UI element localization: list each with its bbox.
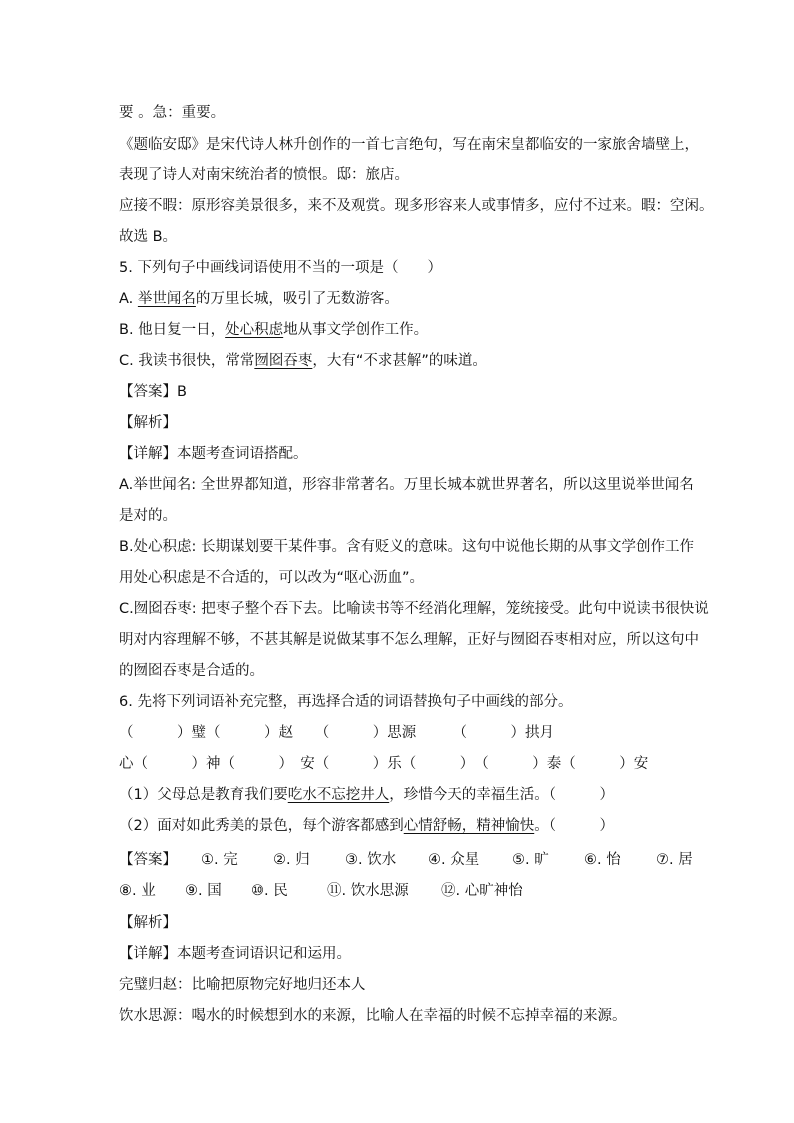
sentence-text: （2）面对如此秀美的景色，每个游客都感到 xyxy=(119,818,404,834)
underlined-phrase: 心情舒畅，精神愉快 xyxy=(403,818,535,834)
underlined-phrase: 处心积虑 xyxy=(225,322,284,338)
answer-row-1 xyxy=(119,850,693,870)
text-line: 饮水思源：喝水的时候想到水的来源，比喻人在幸福的时候不忘掉幸福的来源。 xyxy=(119,1008,627,1024)
sentence-text: 。（ ） xyxy=(534,818,614,834)
text-line: 完璧归赵：比喻把原物完好地归还本人 xyxy=(119,977,366,993)
answer-item: ③. 饮水 xyxy=(345,852,397,868)
detail-heading: 【详解】本题考查词语搭配。 xyxy=(119,446,308,462)
text-line: 故选 B。 xyxy=(119,229,178,245)
answer-item: ④. 众星 xyxy=(428,852,480,868)
answer-row-2 xyxy=(119,881,689,901)
answer-item: ⑤. 旷 xyxy=(512,852,549,868)
text-line: 是对的。 xyxy=(119,508,177,524)
question-5-option-a xyxy=(119,289,689,309)
option-text: 地从事文学创作工作。 xyxy=(283,322,429,338)
option-text: ，大有“不求甚解”的味道。 xyxy=(312,353,487,369)
question-6-row-2: 心（ ）神（ ） 安（ ）乐（ ） （ ）泰（ ）安 xyxy=(119,756,649,772)
sentence-text: （1）父母总是教育我们要 xyxy=(119,787,288,803)
underlined-phrase: 囫囵吞枣 xyxy=(254,353,313,369)
question-6-sentence-2 xyxy=(119,816,689,836)
option-label: C. 我读书很快，常常 xyxy=(119,353,255,369)
analysis-heading: 【解析】 xyxy=(119,915,177,931)
text-line: 表现了诗人对南宋统治者的愤恨。邸：旅店。 xyxy=(119,167,409,183)
underlined-phrase: 吃水不忘挖井人 xyxy=(287,787,390,803)
option-text: 的万里长城，吸引了无数游客。 xyxy=(195,291,399,307)
answer-item: ②. 归 xyxy=(273,852,310,868)
text-line: B.处心积虑: 长期谋划要干某件事。含有贬义的意味。这句中说他长期的从事文学创作工作 xyxy=(119,539,695,555)
underlined-phrase: 举世闻名 xyxy=(137,291,196,307)
analysis-heading: 【解析】 xyxy=(119,415,177,431)
answer-item: ⑥. 怡 xyxy=(584,852,621,868)
question-6-row-1: （ ）璧（ ）赵 （ ）思源 （ ）拱月 xyxy=(119,725,554,741)
answer-item: ⑧. 业 xyxy=(119,883,156,899)
question-6-sentence-1 xyxy=(119,785,689,805)
text-line: 应接不暇：原形容美景很多，来不及观赏。现多形容来人或事情多，应付不过来。暇：空闲。 xyxy=(119,198,714,214)
text-line: 《题临安邸》是宋代诗人林升创作的一首七言绝句，写在南宋皇都临安的一家旅舍墙壁上， xyxy=(119,137,699,153)
option-label: B. 他日复一日， xyxy=(119,322,226,338)
text-line: C.囫囵吞枣: 把枣子整个吞下去。比喻读书等不经消化理解，笼统接受。此句中说读书很快说 xyxy=(119,601,709,617)
answer-item: ⑫. 心旷神怡 xyxy=(441,883,523,899)
question-5: 5. 下列句子中画线词语使用不当的一项是（ ） xyxy=(119,260,442,276)
question-6: 6. 先将下列词语补充完整，再选择合适的词语替换句子中画线的部分。 xyxy=(119,694,573,710)
answer-item: ①. 完 xyxy=(201,852,238,868)
answer-heading: 【答案】B xyxy=(119,384,187,400)
question-5-option-c xyxy=(119,351,689,371)
text-line: 明对内容理解不够，不甚其解是说做某事不怎么理解，正好与囫囵吞枣相对应，所以这句中 xyxy=(119,632,699,648)
option-label: A. xyxy=(119,291,138,307)
text-line: 用处心积虑是不合适的，可以改为“呕心沥血”。 xyxy=(119,570,425,586)
sentence-text: ，珍惜今天的幸福生活。（ ） xyxy=(389,787,614,803)
question-5-option-b xyxy=(119,320,689,340)
answer-heading: 【答案】 xyxy=(119,852,177,868)
answer-item: ⑦. 居 xyxy=(656,852,693,868)
answer-item: ⑩. 民 xyxy=(251,883,288,899)
text-line: 要 。急：重要。 xyxy=(119,105,226,121)
answer-item: ⑨. 国 xyxy=(185,883,222,899)
text-line: A.举世闻名: 全世界都知道，形容非常著名。万里长城本就世界著名，所以这里说举世闻名 xyxy=(119,477,694,493)
text-line: 的囫囵吞枣是合适的。 xyxy=(119,663,264,679)
answer-item: ⑪. 饮水思源 xyxy=(327,883,409,899)
detail-heading: 【详解】本题考查词语识记和运用。 xyxy=(119,946,351,962)
